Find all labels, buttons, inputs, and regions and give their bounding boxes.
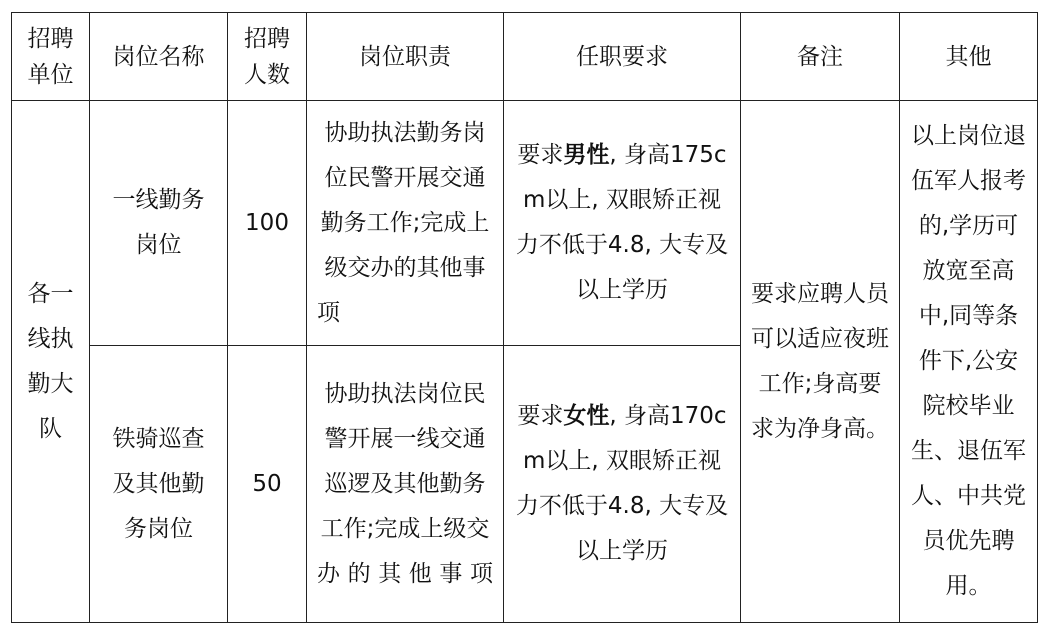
requirement-cell	[504, 101, 741, 346]
duty-cell: 协助执法勤务岗位民警开展交通勤务工作;完成上级交办的其他事项	[307, 101, 504, 346]
header-position: 岗位名称	[90, 13, 228, 101]
duty-cell: 协助执法岗位民警开展一线交通巡逻及其他勤务工作;完成上级交办的其他事项	[307, 346, 504, 623]
position-cell: 铁骑巡查及其他勤务岗位	[90, 346, 228, 623]
requirement-gender: 女性	[563, 403, 610, 429]
count-cell: 50	[228, 346, 307, 623]
requirement-gender: 男性	[563, 142, 610, 168]
unit-cell: 各一线执勤大队	[12, 101, 90, 623]
header-count: 招聘人数	[228, 13, 307, 101]
header-row	[12, 13, 1038, 101]
header-note: 备注	[741, 13, 900, 101]
requirement-detail: , 身高175cm以上, 双眼矫正视力不低于4.8, 大专及以上学历	[515, 142, 729, 303]
requirement-prefix: 要求	[517, 142, 564, 168]
position-cell: 一线勤务岗位	[90, 101, 228, 346]
header-unit: 招聘单位	[12, 13, 90, 101]
requirement-prefix: 要求	[517, 403, 564, 429]
requirement-cell	[504, 346, 741, 623]
header-requirement: 任职要求	[504, 13, 741, 101]
requirement-detail: , 身高170cm以上, 双眼矫正视力不低于4.8, 大专及以上学历	[515, 403, 729, 564]
header-other: 其他	[900, 13, 1038, 101]
other-cell: 以上岗位退伍军人报考的,学历可放宽至高中,同等条件下,公安院校毕业生、退伍军人、中共党员优先聘用。	[900, 101, 1038, 623]
note-cell: 要求应聘人员可以适应夜班工作;身高要求为净身高。	[741, 101, 900, 623]
recruitment-table	[11, 12, 1038, 623]
table-row	[12, 101, 1038, 346]
count-cell: 100	[228, 101, 307, 346]
header-duty: 岗位职责	[307, 13, 504, 101]
